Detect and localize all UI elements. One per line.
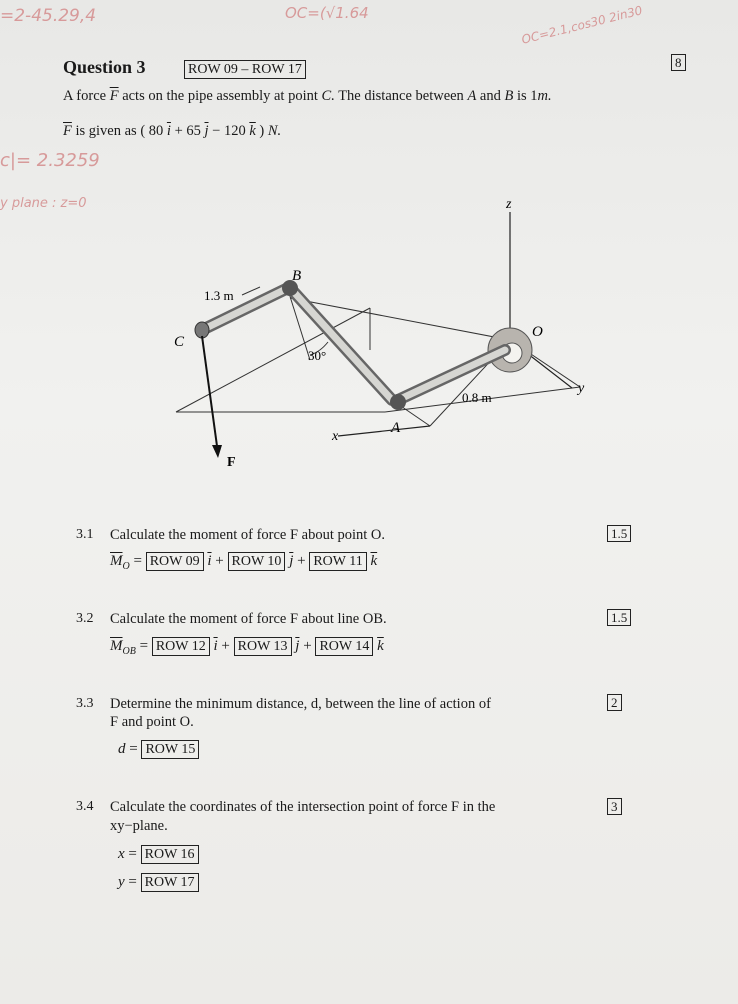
label-x: x [332, 429, 339, 444]
label-C: C [174, 334, 185, 350]
part-3-3-number: 3.3 [76, 696, 94, 711]
answer-box-row-15[interactable]: ROW 15 [141, 740, 199, 759]
part-3-3-text-line-2: F and point O. [110, 714, 194, 730]
label-z: z [506, 197, 512, 212]
answer-box-row-14[interactable]: ROW 14 [315, 637, 373, 656]
dim-AO: 0.8 m [462, 390, 492, 405]
question-title: Question 3 [63, 57, 146, 77]
part-3-2-marks: 1.5 [607, 609, 631, 626]
answer-box-row-16[interactable]: ROW 16 [141, 845, 199, 864]
label-B: B [292, 268, 302, 284]
construction-lines [176, 220, 580, 426]
part-3-1-answer-row: $\overline{M}_O$ = ROW 09 $\overline{i}$ + ROW 10 $\overline{j}$ + ROW 11 $\overline{k}$ [110, 553, 378, 572]
total-marks: 8 [671, 54, 686, 71]
part-3-3-answer-row: d = ROW 15 [118, 740, 199, 759]
force-symbol: $\overline{F}$ [109, 88, 119, 104]
part-3-2-text: Calculate the moment of force F about line OB. [110, 611, 387, 627]
part-3-4-answer-row-x: x = ROW 16 [118, 845, 199, 864]
label-F: F [227, 455, 236, 470]
part-3-3-text-line-1: Determine the minimum distance, d, between the line of action of [110, 696, 491, 712]
part-3-4-number: 3.4 [76, 799, 94, 814]
handwritten-note-left-2: y plane : z=0 [0, 196, 87, 211]
handwritten-note-top-middle: OC=(√1.64 [285, 4, 369, 22]
part-3-1-number: 3.1 [76, 527, 94, 542]
answer-box-row-13[interactable]: ROW 13 [234, 637, 292, 656]
pipe-assembly-figure [160, 190, 610, 475]
handwritten-note-left-1: c|= 2.3259 [0, 150, 100, 171]
statement-line-1: A force $\overline{F}$ acts on the pipe assembly at point C. The distance between A and B is 1m. [63, 88, 552, 104]
handwritten-note-top-right: OC=2.1,cos30 2in30 [520, 3, 644, 47]
handwritten-note-top-left: =2-45.29,4 [0, 6, 97, 26]
elbow-A [390, 394, 406, 410]
answer-box-row-12[interactable]: ROW 12 [152, 637, 210, 656]
answer-box-row-09[interactable]: ROW 09 [146, 552, 204, 571]
statement-line-2: $\overline{F}$ is given as ( 80 $\overline{i} + 65$ $\overline{j} - 120$ $\overline{k}$ ) N. [63, 123, 282, 139]
force-arrowhead [212, 445, 222, 458]
part-3-1-text: Calculate the moment of force F about point O. [110, 527, 386, 543]
part-3-2-number: 3.2 [76, 611, 94, 626]
label-O: O [532, 324, 543, 340]
part-3-4-marks: 3 [607, 798, 622, 815]
x-axis [338, 426, 430, 436]
answer-box-row-10[interactable]: ROW 10 [228, 552, 286, 571]
part-3-1-marks: 1.5 [607, 525, 631, 542]
part-3-4-text-line-2: xy−plane. [110, 818, 168, 834]
dim-BC: 1.3 m [204, 288, 234, 303]
part-3-4-text-line-1: Calculate the coordinates of the intersection point of force F in the [110, 799, 496, 815]
part-3-3-marks: 2 [607, 694, 622, 711]
part-3-4-answer-row-y: y = ROW 17 [118, 873, 199, 892]
angle-label: 30° [308, 348, 327, 363]
answer-box-row-11[interactable]: ROW 11 [309, 552, 366, 571]
rows-range-box: ROW 09 – ROW 17 [184, 60, 306, 79]
part-3-2-answer-row: $\overline{M}_{OB}$ = ROW 12 $\overline{i}$ + ROW 13 $\overline{j}$ + ROW 14 $\overline{k}$ [110, 638, 384, 657]
answer-box-row-17[interactable]: ROW 17 [141, 873, 199, 892]
pipe-end-C [195, 322, 209, 338]
pipes [202, 288, 505, 400]
label-A: A [391, 420, 401, 436]
label-y: y [578, 381, 585, 396]
